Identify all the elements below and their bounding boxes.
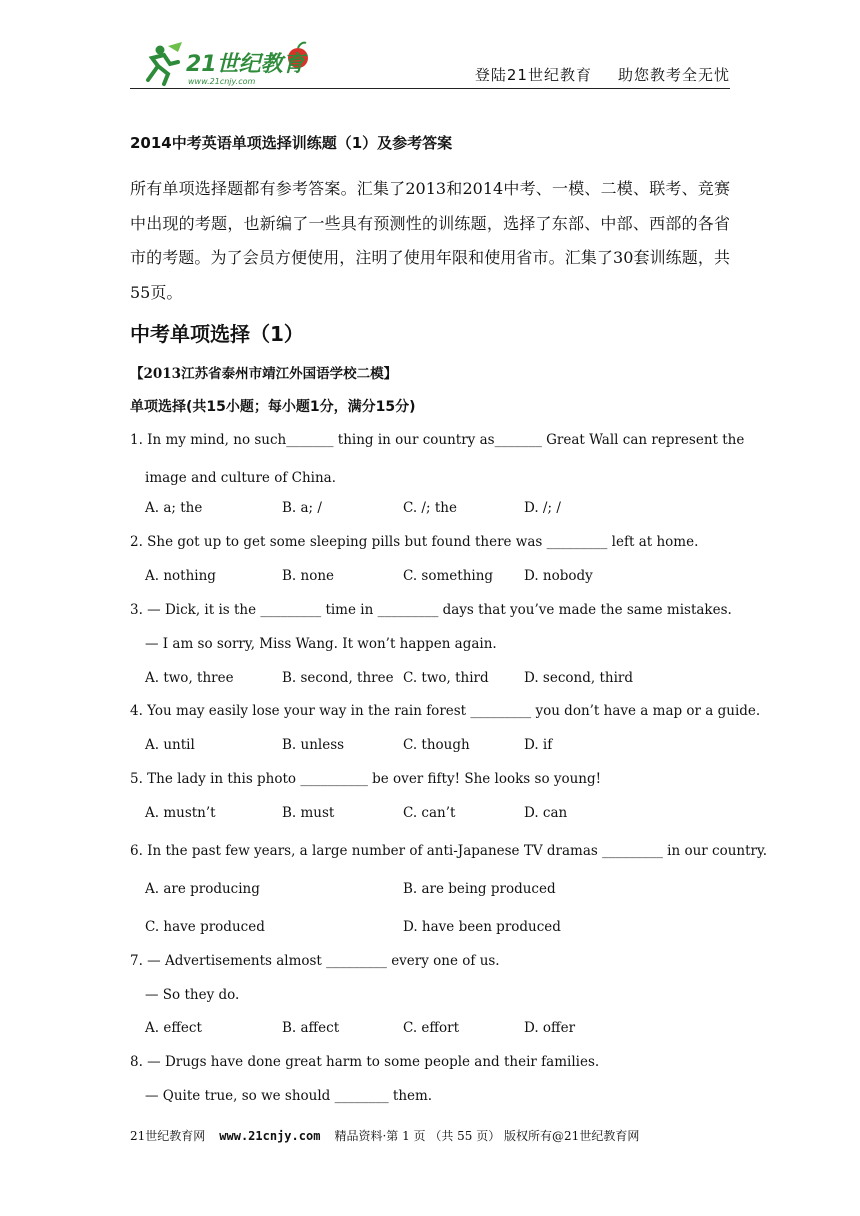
slogan-right: 助您教考全无忧 (617, 66, 730, 84)
question-5-option-d: D. can (524, 805, 568, 821)
question-3-stem: 3. — Dick, it is the _________ time in _________ days that you’ve made the same mistakes. (130, 602, 732, 618)
page-header (130, 38, 730, 90)
question-2-option-b: B. none (282, 568, 335, 584)
question-1-option-d: D. /; / (524, 500, 561, 516)
question-4-option-a: A. until (145, 737, 195, 753)
question-5-option-a: A. mustn’t (145, 805, 216, 821)
question-6-option-c: C. have produced (145, 919, 265, 935)
question-6-option-d: D. have been produced (403, 919, 561, 935)
question-7-option-d: D. offer (524, 1020, 576, 1036)
site-logo (138, 40, 318, 88)
footer-left: 21世纪教育网 (130, 1129, 206, 1143)
question-5-option-c: C. can’t (403, 805, 456, 821)
question-7-option-c: C. effort (403, 1020, 460, 1036)
logo-text: 21世纪教育 (186, 52, 305, 77)
question-3-option-b: B. second, three (282, 670, 394, 686)
question-4-stem: 4. You may easily lose your way in the rain forest _________ you don’t have a map or a guide. (130, 703, 761, 719)
question-3-cont: — I am so sorry, Miss Wang. It won’t happen again. (145, 636, 497, 652)
question-1-stem: 1. In my mind, no such_______ thing in our country as_______ Great Wall can represent the (130, 432, 745, 448)
question-5-stem: 5. The lady in this photo __________ be over fifty! She looks so young! (130, 771, 602, 787)
question-4-option-c: C. though (403, 737, 470, 753)
question-1-option-a: A. a; the (145, 500, 203, 516)
question-7-cont: — So they do. (145, 987, 240, 1003)
question-6-stem: 6. In the past few years, a large number of anti-Japanese TV dramas _________ in our country. (130, 843, 768, 859)
question-4-option-b: B. unless (282, 737, 345, 753)
question-8-stem: 8. — Drugs have done great harm to some people and their families. (130, 1054, 600, 1070)
question-1-cont: image and culture of China． (145, 470, 346, 486)
header-divider (130, 88, 730, 89)
question-6-option-a: A. are producing (145, 881, 260, 897)
question-3-option-c: C. two, third (403, 670, 489, 686)
exam-source: 【2013江苏省泰州市靖江外国语学校二模】 (130, 366, 398, 382)
question-1-option-b: B. a; / (282, 500, 322, 516)
footer-right: 精品资料·第 1 页 （共 55 页） 版权所有@21世纪教育网 (334, 1129, 640, 1143)
question-2-stem: 2. She got up to get some sleeping pills but found there was _________ left at home. (130, 534, 699, 550)
question-3-option-d: D. second, third (524, 670, 633, 686)
header-slogan (475, 64, 730, 85)
page-footer (130, 1127, 730, 1144)
logo-url: www.21cnjy.com (188, 77, 256, 86)
section-title: 中考单项选择（1） (130, 322, 304, 346)
question-2-option-c: C. something (403, 568, 494, 584)
question-2-option-d: D. nobody (524, 568, 593, 584)
intro-paragraph: 所有单项选择题都有参考答案。汇集了2013和2014中考、一模、二模、联考、竞赛中出现的考题，也新编了一些具有预测性的训练题，选择了东部、中部、西部的各省市的考题。为了会员方便使用，注明了使用年限和使用省市。汇集了30套训练题，共55页。 (130, 179, 730, 302)
question-6-option-b: B. are being produced (403, 881, 556, 897)
question-7-option-a: A. effect (145, 1020, 202, 1036)
footer-site-link[interactable]: www.21cnjy.com (219, 1129, 321, 1143)
question-8-cont: — Quite true, so we should ________ them. (145, 1088, 433, 1104)
question-7-option-b: B. affect (282, 1020, 340, 1036)
instructions: 单项选择(共15小题；每小题1分，满分15分) (130, 399, 416, 415)
question-3-option-a: A. two, three (145, 670, 234, 686)
document-title: 2014中考英语单项选择训练题（1）及参考答案 (130, 134, 453, 152)
slogan-left: 登陆21世纪教育 (474, 66, 592, 84)
question-4-option-d: D. if (524, 737, 553, 753)
question-5-option-b: B. must (282, 805, 335, 821)
question-2-option-a: A. nothing (145, 568, 216, 584)
question-7-stem: 7. — Advertisements almost _________ every one of us. (130, 953, 500, 969)
question-1-option-c: C. /; the (403, 500, 457, 516)
